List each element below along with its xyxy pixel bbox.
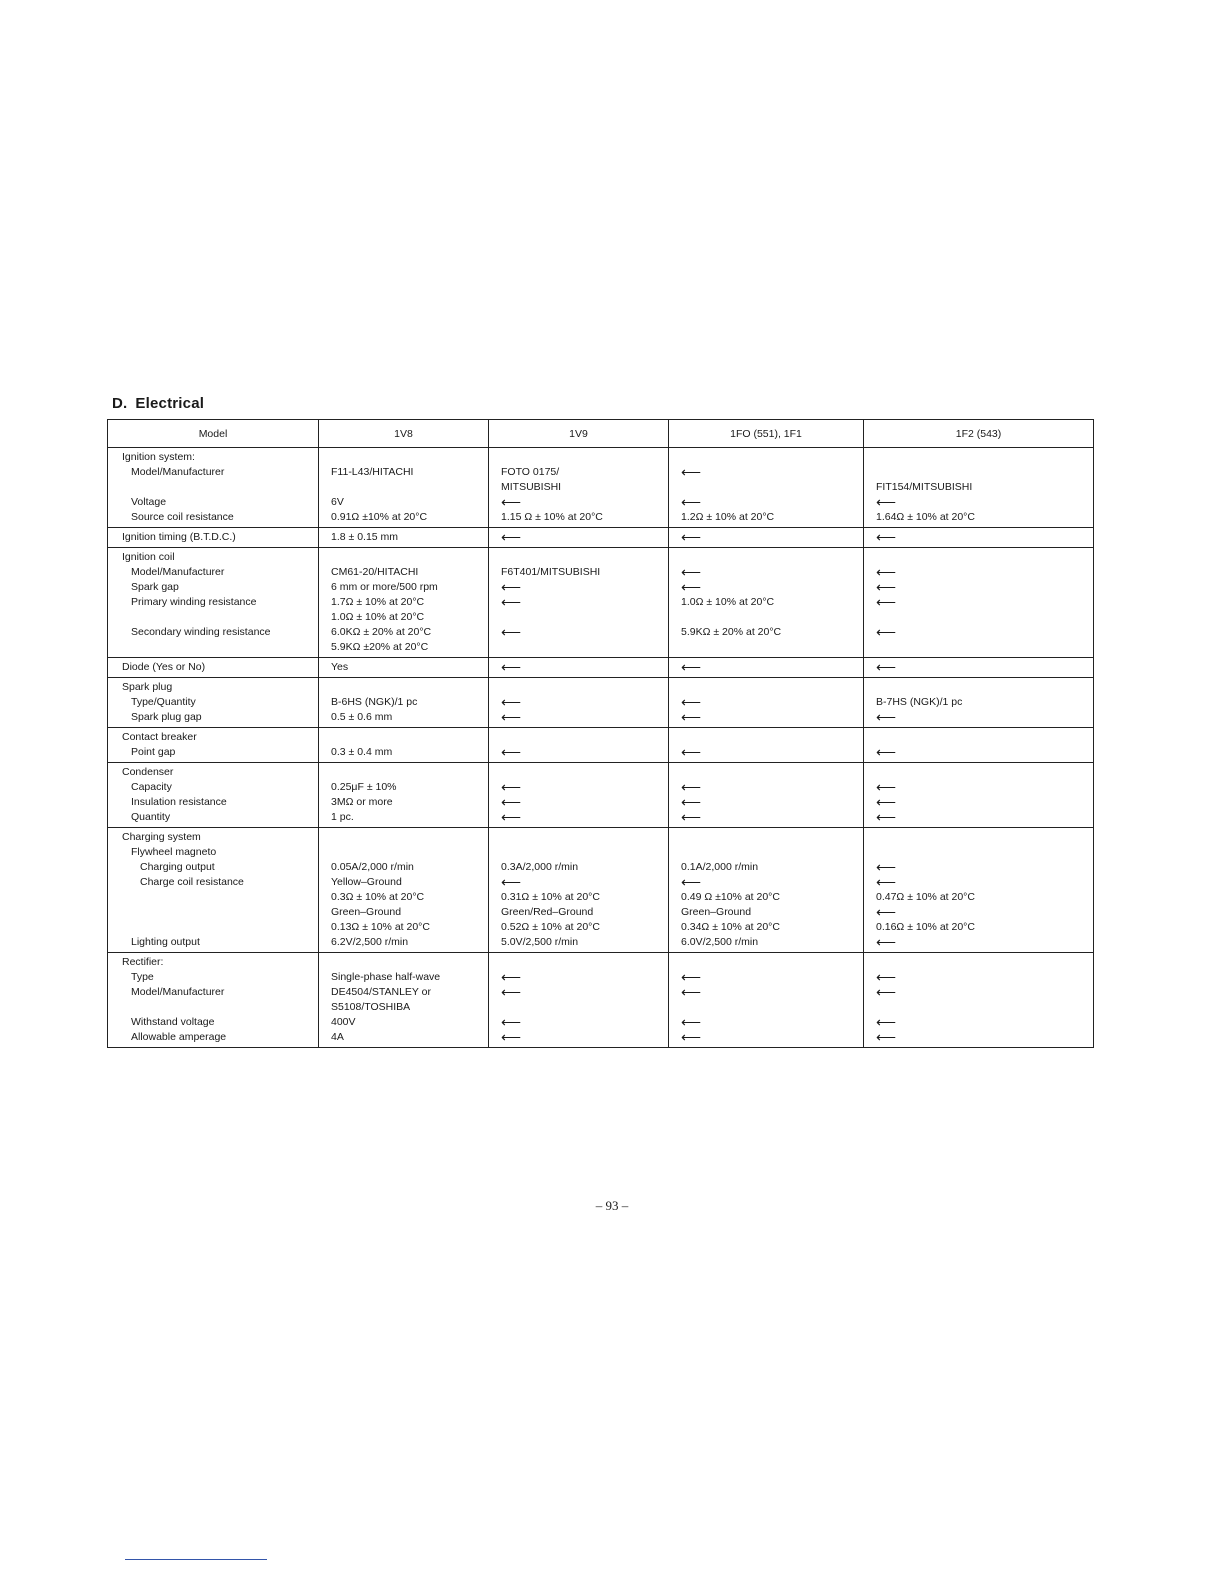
- cell-value: 0.05A/2,000 r/min: [331, 861, 414, 873]
- cell-value: 0.49 Ω ±10% at 20°C: [681, 891, 780, 903]
- section-heading: [112, 395, 204, 412]
- cell-value: [681, 640, 863, 655]
- same-as-left-arrow-icon: ⟵: [681, 779, 702, 795]
- cell-value: [501, 450, 668, 465]
- cell-value: [331, 730, 488, 745]
- same-as-left-arrow-icon: ⟵: [876, 1029, 897, 1045]
- row-label-line: Rectifier:: [122, 956, 164, 968]
- same-as-left-arrow-icon: ⟵: [681, 694, 702, 710]
- cell-spark-plug-1fo-1f1: [669, 678, 864, 728]
- row-label-line: Secondary winding resistance: [131, 626, 271, 638]
- same-as-left-arrow-icon: ⟵: [501, 794, 522, 810]
- same-as-left-arrow-icon: ⟵: [681, 494, 702, 510]
- same-as-left-arrow-icon: ⟵: [681, 969, 702, 985]
- cell-diode-1v8: [319, 658, 489, 678]
- row-label-contact-breaker: [108, 728, 319, 763]
- cell-value: [876, 680, 1093, 695]
- cell-value: [501, 765, 668, 780]
- same-as-left-arrow-icon: ⟵: [681, 809, 702, 825]
- row-label-line: Capacity: [131, 781, 172, 793]
- cell-value: 1.0Ω ± 10% at 20°C: [681, 596, 775, 608]
- cell-value: [331, 845, 488, 860]
- row-label-line: Condenser: [122, 766, 174, 778]
- cell-value: B-7HS (NGK)/1 pc: [876, 696, 963, 708]
- cell-value: Green–Ground: [681, 906, 752, 918]
- cell-value: [876, 1000, 1093, 1015]
- cell-value: 3MΩ or more: [331, 796, 393, 808]
- cell-value: S5108/TOSHIBA: [331, 1001, 411, 1013]
- cell-rectifier-1fo-1f1: [669, 953, 864, 1048]
- cell-value: [681, 610, 863, 625]
- cell-value: [501, 730, 668, 745]
- cell-value: 0.25μF ± 10%: [331, 781, 397, 793]
- same-as-left-arrow-icon: ⟵: [501, 659, 522, 675]
- same-as-left-arrow-icon: ⟵: [501, 874, 522, 890]
- row-label-line: Model/Manufacturer: [131, 466, 225, 478]
- cell-value: F6T401/MITSUBISHI: [501, 566, 601, 578]
- row-label-line: Lighting output: [131, 936, 200, 948]
- same-as-left-arrow-icon: ⟵: [681, 874, 702, 890]
- row-label-charging-system: [108, 828, 319, 953]
- same-as-left-arrow-icon: ⟵: [501, 624, 522, 640]
- cell-value: [331, 765, 488, 780]
- table-row-condenser: [108, 763, 1094, 828]
- cell-value: [501, 610, 668, 625]
- row-label-line: Diode (Yes or No): [122, 661, 206, 673]
- electrical-spec-table: [107, 419, 1094, 1048]
- cell-value: 0.34Ω ± 10% at 20°C: [681, 921, 780, 933]
- cell-value: 1.2Ω ± 10% at 20°C: [681, 511, 775, 523]
- same-as-left-arrow-icon: ⟵: [876, 529, 897, 545]
- row-label-line: Ignition coil: [122, 551, 175, 563]
- cell-value: [876, 765, 1093, 780]
- cell-ignition-system-1v8: [319, 448, 489, 528]
- header-model: Model: [108, 420, 319, 448]
- cell-value: B-6HS (NGK)/1 pc: [331, 696, 418, 708]
- cell-value: [331, 480, 488, 495]
- same-as-left-arrow-icon: ⟵: [681, 794, 702, 810]
- same-as-left-arrow-icon: ⟵: [876, 934, 897, 950]
- same-as-left-arrow-icon: ⟵: [501, 1014, 522, 1030]
- row-label-line: Allowable amperage: [131, 1031, 227, 1043]
- section-letter: D.: [112, 395, 128, 412]
- table-row-ignition-coil: [108, 548, 1094, 658]
- same-as-left-arrow-icon: ⟵: [681, 579, 702, 595]
- cell-rectifier-1v8: [319, 953, 489, 1048]
- cell-ignition-system-1v9: [489, 448, 669, 528]
- cell-value: 0.16Ω ± 10% at 20°C: [876, 921, 975, 933]
- cell-value: [681, 765, 863, 780]
- cell-ignition-timing-1fo-1f1: [669, 528, 864, 548]
- row-label-condenser: [108, 763, 319, 828]
- row-label-line: Source coil resistance: [131, 511, 234, 523]
- cell-value: F11-L43/HITACHI: [331, 466, 414, 478]
- row-label-line: Quantity: [131, 811, 171, 823]
- table-header-row: [108, 420, 1094, 448]
- cell-ignition-coil-1f2: [864, 548, 1094, 658]
- cell-value: [876, 450, 1093, 465]
- same-as-left-arrow-icon: ⟵: [876, 969, 897, 985]
- cell-value: 0.1A/2,000 r/min: [681, 861, 759, 873]
- table-row-spark-plug: [108, 678, 1094, 728]
- cell-value: 0.13Ω ± 10% at 20°C: [331, 921, 430, 933]
- cell-value: [681, 955, 863, 970]
- cell-charging-system-1fo-1f1: [669, 828, 864, 953]
- row-label-line: Charge coil resistance: [140, 876, 244, 888]
- cell-value: FIT154/MITSUBISHI: [876, 481, 973, 493]
- same-as-left-arrow-icon: ⟵: [876, 1014, 897, 1030]
- row-label-line: Spark gap: [131, 581, 179, 593]
- cell-value: [331, 680, 488, 695]
- same-as-left-arrow-icon: ⟵: [501, 809, 522, 825]
- row-label-ignition-system: [108, 448, 319, 528]
- cell-contact-breaker-1f2: [864, 728, 1094, 763]
- cell-value: [501, 830, 668, 845]
- cell-diode-1f2: [864, 658, 1094, 678]
- same-as-left-arrow-icon: ⟵: [876, 494, 897, 510]
- cell-value: 0.5 ± 0.6 mm: [331, 711, 393, 723]
- row-label-line: Contact breaker: [122, 731, 197, 743]
- same-as-left-arrow-icon: ⟵: [681, 1014, 702, 1030]
- cell-spark-plug-1v9: [489, 678, 669, 728]
- cell-value: 5.9KΩ ±20% at 20°C: [331, 641, 429, 653]
- same-as-left-arrow-icon: ⟵: [876, 744, 897, 760]
- cell-value: FOTO 0175/: [501, 466, 560, 478]
- cell-value: 6V: [331, 496, 344, 508]
- cell-value: 1.8 ± 0.15 mm: [331, 531, 399, 543]
- cell-value: [876, 845, 1093, 860]
- cell-value: [331, 450, 488, 465]
- cell-rectifier-1f2: [864, 953, 1094, 1048]
- cell-value: 1 pc.: [331, 811, 354, 823]
- cell-ignition-coil-1v8: [319, 548, 489, 658]
- same-as-left-arrow-icon: ⟵: [876, 904, 897, 920]
- cell-value: DE4504/STANLEY or: [331, 986, 431, 998]
- cell-spark-plug-1f2: [864, 678, 1094, 728]
- cell-value: [876, 830, 1093, 845]
- same-as-left-arrow-icon: ⟵: [501, 709, 522, 725]
- same-as-left-arrow-icon: ⟵: [681, 564, 702, 580]
- cell-contact-breaker-1v9: [489, 728, 669, 763]
- same-as-left-arrow-icon: ⟵: [501, 969, 522, 985]
- table-row-ignition-timing: [108, 528, 1094, 548]
- row-label-line: [122, 480, 318, 495]
- cell-value: 1.15 Ω ± 10% at 20°C: [501, 511, 603, 523]
- cell-value: Green–Ground: [331, 906, 402, 918]
- row-label-line: [122, 610, 318, 625]
- same-as-left-arrow-icon: ⟵: [876, 794, 897, 810]
- cell-ignition-timing-1v8: [319, 528, 489, 548]
- cell-value: 6.0V/2,500 r/min: [681, 936, 759, 948]
- cell-ignition-timing-1v9: [489, 528, 669, 548]
- cell-ignition-timing-1f2: [864, 528, 1094, 548]
- row-label-line: Flywheel magneto: [131, 846, 217, 858]
- cell-value: [876, 550, 1093, 565]
- cell-value: [681, 845, 863, 860]
- row-label-line: Ignition timing (B.T.D.C.): [122, 531, 236, 543]
- same-as-left-arrow-icon: ⟵: [501, 984, 522, 1000]
- cell-value: [876, 955, 1093, 970]
- row-label-line: Insulation resistance: [131, 796, 227, 808]
- cell-value: [681, 830, 863, 845]
- same-as-left-arrow-icon: ⟵: [876, 709, 897, 725]
- cell-ignition-coil-1fo-1f1: [669, 548, 864, 658]
- cell-value: 5.0V/2,500 r/min: [501, 936, 579, 948]
- cell-value: [681, 450, 863, 465]
- cell-rectifier-1v9: [489, 953, 669, 1048]
- cell-value: 6.0KΩ ± 20% at 20°C: [331, 626, 432, 638]
- same-as-left-arrow-icon: ⟵: [681, 529, 702, 545]
- cell-value: Yes: [331, 661, 349, 673]
- row-label-diode: [108, 658, 319, 678]
- row-label-line: [122, 905, 318, 920]
- row-label-line: [122, 640, 318, 655]
- cell-value: [331, 550, 488, 565]
- cell-ignition-system-1fo-1f1: [669, 448, 864, 528]
- same-as-left-arrow-icon: ⟵: [681, 464, 702, 480]
- cell-value: [501, 955, 668, 970]
- cell-ignition-system-1f2: [864, 448, 1094, 528]
- same-as-left-arrow-icon: ⟵: [876, 579, 897, 595]
- same-as-left-arrow-icon: ⟵: [876, 779, 897, 795]
- cell-ignition-coil-1v9: [489, 548, 669, 658]
- same-as-left-arrow-icon: ⟵: [876, 564, 897, 580]
- row-label-line: [122, 920, 318, 935]
- footnote-rule: [125, 1559, 267, 1560]
- row-label-line: Spark plug gap: [131, 711, 202, 723]
- same-as-left-arrow-icon: ⟵: [501, 779, 522, 795]
- same-as-left-arrow-icon: ⟵: [681, 744, 702, 760]
- cell-value: Yellow–Ground: [331, 876, 402, 888]
- cell-value: 0.47Ω ± 10% at 20°C: [876, 891, 975, 903]
- same-as-left-arrow-icon: ⟵: [501, 579, 522, 595]
- cell-value: [681, 550, 863, 565]
- cell-condenser-1v9: [489, 763, 669, 828]
- table-row-diode: [108, 658, 1094, 678]
- header-1f2: 1F2 (543): [864, 420, 1094, 448]
- row-label-line: Point gap: [131, 746, 176, 758]
- row-label-line: Type: [131, 971, 154, 983]
- table-row-rectifier: [108, 953, 1094, 1048]
- same-as-left-arrow-icon: ⟵: [876, 984, 897, 1000]
- cell-value: 0.3Ω ± 10% at 20°C: [331, 891, 425, 903]
- cell-value: 400V: [331, 1016, 356, 1028]
- cell-value: Single-phase half-wave: [331, 971, 441, 983]
- same-as-left-arrow-icon: ⟵: [501, 494, 522, 510]
- cell-value: 1.7Ω ± 10% at 20°C: [331, 596, 425, 608]
- cell-value: CM61-20/HITACHI: [331, 566, 419, 578]
- row-label-ignition-timing: [108, 528, 319, 548]
- row-label-line: Primary winding resistance: [131, 596, 257, 608]
- cell-value: [876, 465, 1093, 480]
- table-row-contact-breaker: [108, 728, 1094, 763]
- row-label-line: Charging output: [140, 861, 215, 873]
- cell-value: 6 mm or more/500 rpm: [331, 581, 438, 593]
- same-as-left-arrow-icon: ⟵: [681, 984, 702, 1000]
- row-label-line: Model/Manufacturer: [131, 986, 225, 998]
- same-as-left-arrow-icon: ⟵: [681, 709, 702, 725]
- row-label-line: [122, 1000, 318, 1015]
- table-row-ignition-system: [108, 448, 1094, 528]
- cell-value: Green/Red–Ground: [501, 906, 594, 918]
- cell-value: 0.52Ω ± 10% at 20°C: [501, 921, 600, 933]
- same-as-left-arrow-icon: ⟵: [876, 624, 897, 640]
- cell-value: MITSUBISHI: [501, 481, 562, 493]
- page-number: – 93 –: [595, 1198, 629, 1213]
- cell-value: 4A: [331, 1031, 344, 1043]
- cell-value: [681, 1000, 863, 1015]
- row-label-spark-plug: [108, 678, 319, 728]
- cell-value: [876, 640, 1093, 655]
- same-as-left-arrow-icon: ⟵: [876, 594, 897, 610]
- cell-value: [501, 845, 668, 860]
- cell-value: 0.91Ω ±10% at 20°C: [331, 511, 428, 523]
- cell-value: [681, 730, 863, 745]
- row-label-ignition-coil: [108, 548, 319, 658]
- section-title: Electrical: [135, 395, 205, 412]
- same-as-left-arrow-icon: ⟵: [876, 809, 897, 825]
- cell-value: [681, 480, 863, 495]
- same-as-left-arrow-icon: ⟵: [876, 874, 897, 890]
- cell-condenser-1f2: [864, 763, 1094, 828]
- same-as-left-arrow-icon: ⟵: [501, 744, 522, 760]
- cell-value: 1.0Ω ± 10% at 20°C: [331, 611, 425, 623]
- cell-value: [331, 955, 488, 970]
- cell-charging-system-1f2: [864, 828, 1094, 953]
- cell-value: 5.9KΩ ± 20% at 20°C: [681, 626, 782, 638]
- cell-condenser-1v8: [319, 763, 489, 828]
- cell-value: [501, 550, 668, 565]
- header-1v9: 1V9: [489, 420, 669, 448]
- row-label-line: Withstand voltage: [131, 1016, 215, 1028]
- cell-value: 6.2V/2,500 r/min: [331, 936, 409, 948]
- header-1fo-1f1: 1FO (551), 1F1: [669, 420, 864, 448]
- row-label-line: Model/Manufacturer: [131, 566, 225, 578]
- row-label-line: [122, 890, 318, 905]
- cell-value: 1.64Ω ± 10% at 20°C: [876, 511, 975, 523]
- cell-value: [876, 610, 1093, 625]
- same-as-left-arrow-icon: ⟵: [876, 659, 897, 675]
- cell-value: [876, 730, 1093, 745]
- row-label-line: Voltage: [131, 496, 167, 508]
- cell-value: [331, 830, 488, 845]
- row-label-line: Charging system: [122, 831, 201, 843]
- cell-value: [501, 1000, 668, 1015]
- same-as-left-arrow-icon: ⟵: [501, 1029, 522, 1045]
- cell-spark-plug-1v8: [319, 678, 489, 728]
- same-as-left-arrow-icon: ⟵: [681, 1029, 702, 1045]
- cell-charging-system-1v8: [319, 828, 489, 953]
- row-label-rectifier: [108, 953, 319, 1048]
- cell-contact-breaker-1fo-1f1: [669, 728, 864, 763]
- table-row-charging-system: [108, 828, 1094, 953]
- cell-value: [681, 680, 863, 695]
- cell-contact-breaker-1v8: [319, 728, 489, 763]
- same-as-left-arrow-icon: ⟵: [501, 594, 522, 610]
- same-as-left-arrow-icon: ⟵: [501, 529, 522, 545]
- cell-value: [501, 640, 668, 655]
- same-as-left-arrow-icon: ⟵: [681, 659, 702, 675]
- same-as-left-arrow-icon: ⟵: [876, 859, 897, 875]
- cell-condenser-1fo-1f1: [669, 763, 864, 828]
- cell-diode-1fo-1f1: [669, 658, 864, 678]
- row-label-line: Type/Quantity: [131, 696, 196, 708]
- same-as-left-arrow-icon: ⟵: [501, 694, 522, 710]
- cell-value: 0.3A/2,000 r/min: [501, 861, 579, 873]
- header-1v8: 1V8: [319, 420, 489, 448]
- cell-value: 0.3 ± 0.4 mm: [331, 746, 393, 758]
- cell-value: [501, 680, 668, 695]
- cell-charging-system-1v9: [489, 828, 669, 953]
- row-label-line: Spark plug: [122, 681, 173, 693]
- cell-diode-1v9: [489, 658, 669, 678]
- cell-value: 0.31Ω ± 10% at 20°C: [501, 891, 600, 903]
- row-label-line: Ignition system:: [122, 451, 195, 463]
